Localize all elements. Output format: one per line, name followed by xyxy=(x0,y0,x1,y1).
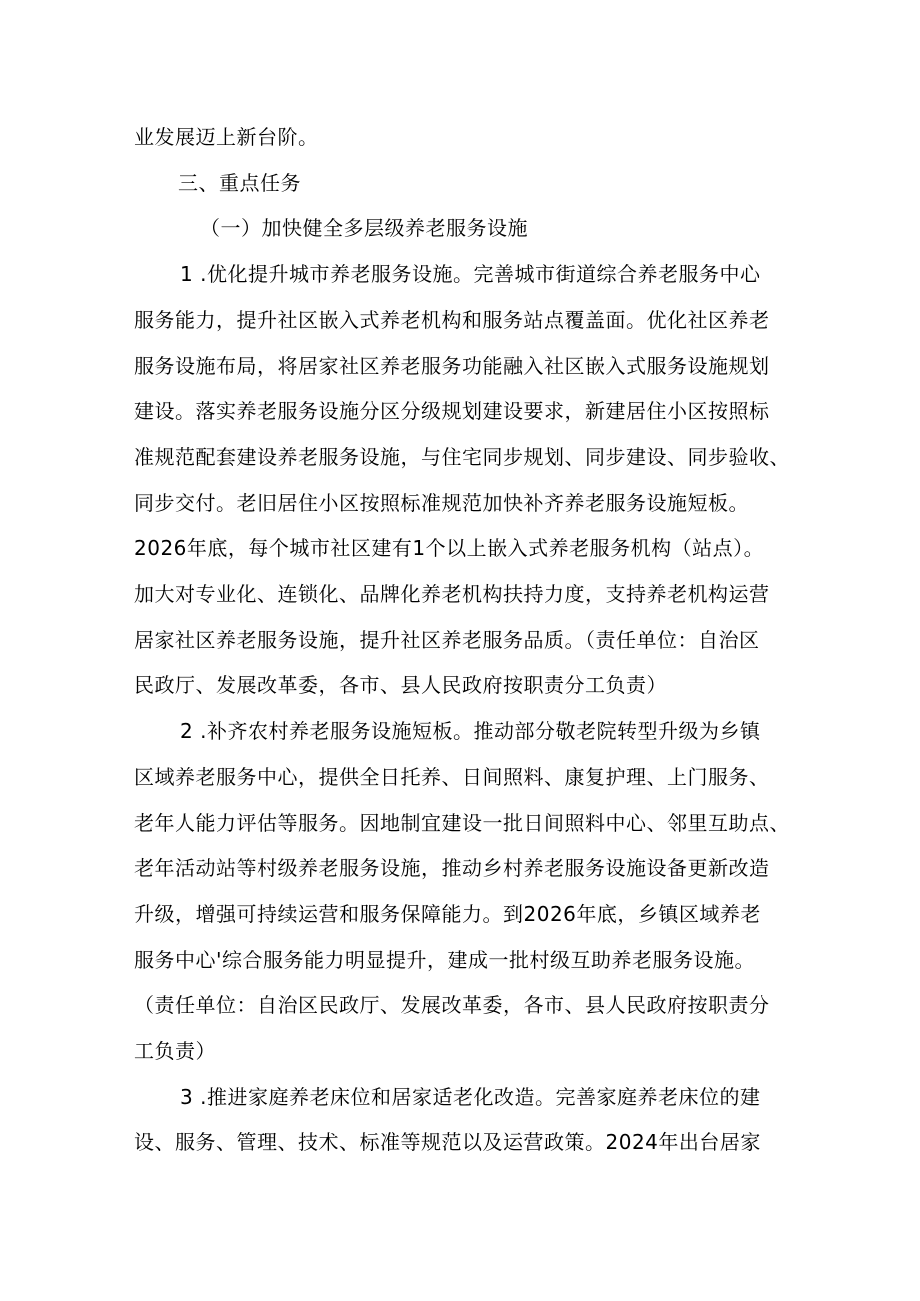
text-line: 3 .推进家庭养老床位和居家适老化改造。完善家庭养老床位的建 xyxy=(180,1084,761,1109)
text-line: 服务中心'综合服务能力明显提升，建成一批村级互助养老服务设施。 xyxy=(134,947,755,972)
text-line: 2026年底，每个城市社区建有1个以上嵌入式养老服务机构（站点）。 xyxy=(134,536,765,561)
text-line: 2 .补齐农村养老服务设施短板。推动部分敬老院转型升级为乡镇 xyxy=(180,719,761,744)
text-line: （责任单位：自治区民政厅、发展改革委，各市、县人民政府按职责分 xyxy=(134,993,770,1018)
text-line: 服务设施布局，将居家社区养老服务功能融入社区嵌入式服务设施规划 xyxy=(134,353,770,378)
text-line: 升级，增强可持续运营和服务保障能力。到2026年底，乡镇区域养老 xyxy=(134,901,761,926)
text-line: 老年人能力评估等服务。因地制宜建设一批日间照料中心、邻里互助点、 xyxy=(134,810,790,835)
text-line: 老年活动站等村级养老服务设施，推动乡村养老服务设施设备更新改造 xyxy=(134,856,770,881)
text-line: 加大对专业化、连锁化、品牌化养老机构扶持力度，支持养老机构运营 xyxy=(134,582,770,607)
text-line: 建设。落实养老服务设施分区分级规划建设要求，新建居住小区按照标 xyxy=(134,399,770,424)
text-line: 居家社区养老服务设施，提升社区养老服务品质。（责任单位：自治区 xyxy=(134,627,760,652)
text-line: 1 .优化提升城市养老服务设施。完善城市街道综合养老服务中心 xyxy=(180,262,761,287)
text-line: 区域养老服务中心，提供全日托养、日间照料、康复护理、上门服务、 xyxy=(134,764,770,789)
text-line: 三、重点任务 xyxy=(178,170,301,195)
text-line: 准规范配套建设养老服务设施，与住宅同步规划、同步建设、同步验收、 xyxy=(134,444,790,469)
text-line: 同步交付。老旧居住小区按照标准规范加快补齐养老服务设施短板。 xyxy=(134,490,749,515)
text-line: 业发展迈上新台阶。 xyxy=(134,125,319,149)
body-text xyxy=(134,115,798,1166)
text-line: 设、服务、管理、技术、标准等规范以及运营政策。2024年出台居家 xyxy=(134,1130,761,1155)
text-line: 工负责） xyxy=(134,1039,216,1064)
text-line: （一）加快健全多层级养老服务设施 xyxy=(200,216,528,241)
text-line: 民政厅、发展改革委，各市、县人民政府按职责分工负责） xyxy=(134,673,667,698)
text-line: 服务能力，提升社区嵌入式养老机构和服务站点覆盖面。优化社区养老 xyxy=(134,307,770,332)
